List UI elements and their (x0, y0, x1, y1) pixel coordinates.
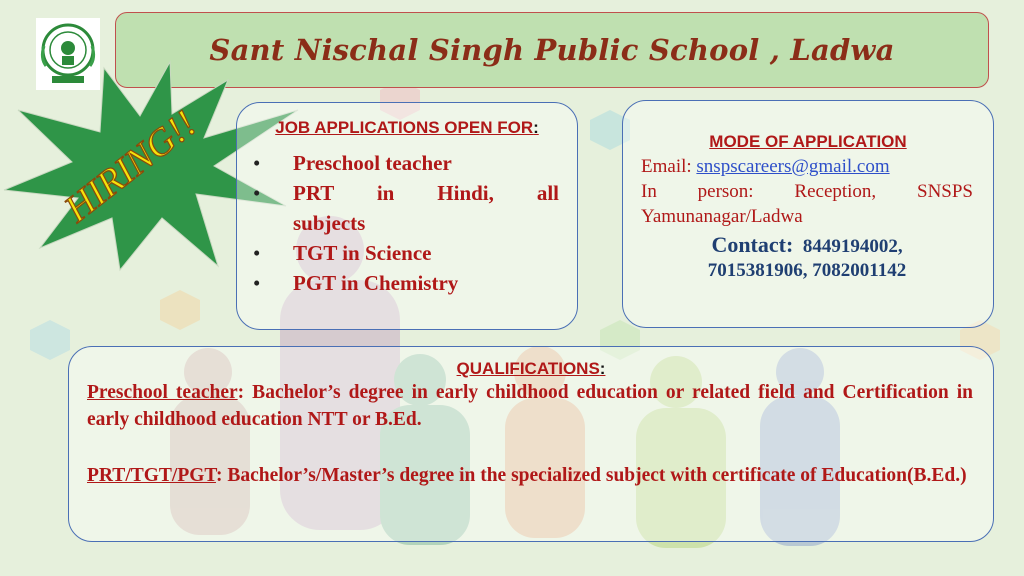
school-name: Sant Nischal Singh Public School , Ladwa (209, 33, 895, 67)
preschool-qualification: Preschool teacher: Bachelor’s degree in early childhood education or related field and Certification in early childhood education NTT or B.Ed. (87, 382, 973, 430)
in-person-line: In person: Reception, SNSPS (641, 181, 973, 202)
application-mode-panel (622, 100, 994, 328)
email-line: Email: snspscareers@gmail.com (641, 156, 890, 177)
qualifications-panel (68, 346, 994, 542)
application-mode-heading: MODE OF APPLICATION (709, 132, 907, 151)
job-list (237, 148, 577, 298)
job-item: • Preschool teacher (253, 151, 452, 175)
qualifications-heading: QUALIFICATIONS: (456, 359, 606, 378)
job-item: • TGT in Science (253, 241, 432, 265)
in-person-address: Yamunanagar/Ladwa (641, 206, 803, 227)
contact-info: Contact: 8449194002, 7015381906, 7082001142 (707, 232, 907, 281)
email-link[interactable]: snspscareers@gmail.com (696, 156, 890, 177)
job-openings-heading: JOB APPLICATIONS OPEN FOR: (275, 118, 539, 137)
job-item: • PRT in Hindi, all subjects (253, 181, 559, 235)
hiring-text: HIRING!! (56, 102, 205, 231)
application-details (623, 154, 993, 283)
job-item: • PGT in Chemistry (253, 271, 459, 295)
prt-tgt-pgt-qualification: PRT/TGT/PGT: Bachelor’s/Master’s degree in the specialized subject with certificate of Education(B.Ed.) (87, 465, 967, 486)
job-openings-panel (236, 102, 578, 330)
